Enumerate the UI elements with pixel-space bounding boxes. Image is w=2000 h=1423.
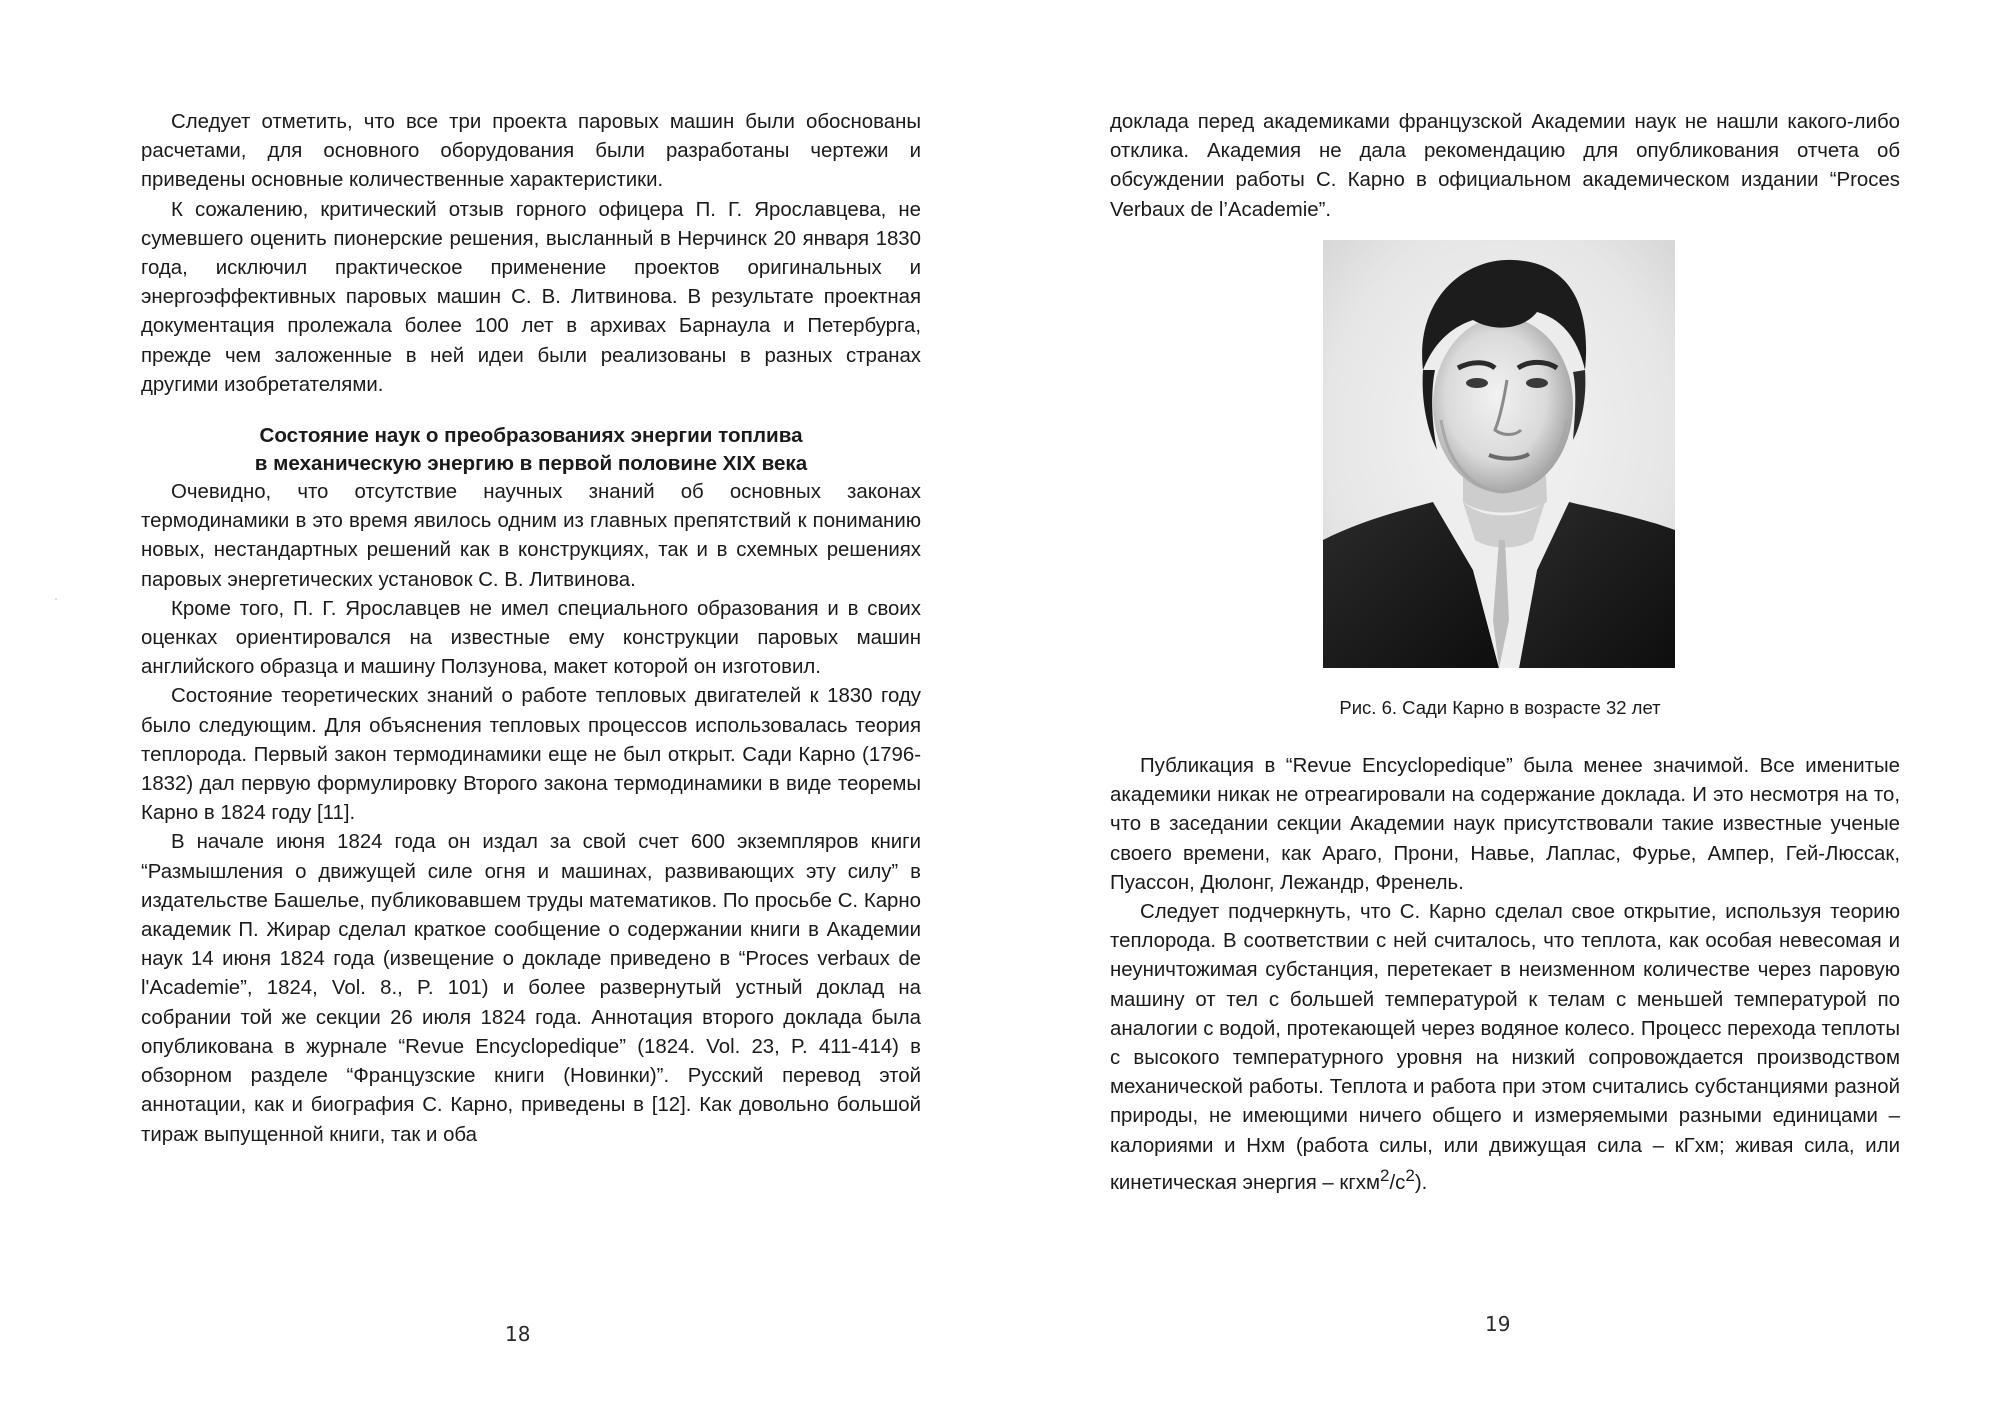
paragraph: Очевидно, что отсутствие научных знаний об основных законах термодинамики в это время явилось одним из главных препятствий к пониманию новых, нестандартных решений как в конструкциях, так и в схемных решениях паровых энергетических установок С. В. Литвинова. [141,481,921,591]
section-heading-line-2: в механическую энергию в первой половине XIX века [254,452,808,476]
paragraph-text: Следует подчеркнуть, что С. Карно сделал свое открытие, используя теорию теплорода. В соответствии с ней считалось, что теплота, как особая невесомая и неуничтожимая субстанция, перетекает в неизменном количестве через паровую машину от тел с большей температурой к телам с меньшей температурой по аналогии с водой, протекающей через водяное колесо. Процесс перехода теплоты с высокого температурного уровня на низкий сопровождается производством механической работы. Теплота и работа при этом считались субстанциями разной природы, не имеющими ничего общего и измеряемыми разными единицами – калориями и Нхм (работа силы, или движущая сила – кГхм; живая сила, или кинетическая энергия – кгхм [1110,901,1900,1194]
scan-speck [55,598,57,600]
unit-superscript: 2 [1380,1165,1390,1185]
portrait-figure [1323,240,1675,668]
left-text-block [141,108,921,1150]
right-text-top [1110,108,1900,225]
right-page [1000,0,2000,1423]
section-heading [141,422,921,478]
paragraph: Публикация в “Revue Encyclopedique” была менее значимой. Все именитые академики никак не отреагировали на содержание доклада. И это несмотря на то, что в заседании секции Академии наук присутствовали такие известные ученые своего времени, как Араго, Прони, Навье, Лаплас, Фурье, Ампер, Гей-Люссак, Пуассон, Дюлонг, Лежандр, Френель. [1110,755,1900,894]
paragraph: Следует отметить, что все три проекта паровых машин были обоснованы расчетами, для основного оборудования были разработаны чертежи и приведены основные количественные характеристики. [141,111,921,192]
page-number: 19 [1485,1312,1511,1336]
paragraph: Кроме того, П. Г. Ярославцев не имел специального образования и в своих оценках ориентировался на известные ему конструкции паровых машин английского образца и машину Ползунова, макет которой он изготовил. [141,597,921,679]
unit-tail: /с [1389,1171,1406,1194]
unit-end: ). [1414,1171,1428,1194]
paragraph [1110,898,1900,1198]
portrait-image [1323,240,1675,668]
section-heading-line-1: Состояние наук о преобразованиях энергии топлива [259,424,803,448]
right-text-bottom [1110,752,1900,1198]
paragraph: доклада перед академиками французской Академии наук не нашли какого-либо отклика. Академия не дала рекомендацию для опубликования отчета об обсуждении работы С. Карно в официальном академическом издании “Proces Verbaux de l’Academie”. [1110,111,1900,221]
page-number: 18 [505,1322,531,1346]
paragraph: Состояние теоретических знаний о работе тепловых двигателей к 1830 году было следующим. Для объяснения тепловых процессов использовалась теория теплорода. Первый закон термодинамики еще не был открыт. Сади Карно (1796-1832) дал первую формулировку Второго закона термодинамики в виде теоремы Карно в 1824 году [11]. [141,685,921,825]
paragraph: К сожалению, критический отзыв горного офицера П. Г. Ярославцева, не сумевшего оценить пионерские решения, высланный в Нерчинск 20 января 1830 года, исключил практическое применение проектов оригинальных и энергоэффективных паровых машин С. В. Литвинова. В результате проектная документация пролежала более 100 лет в архивах Барнаула и Петербурга, прежде чем заложенные в ней идеи были реализованы в разных странах другими изобретателями. [141,198,921,396]
figure-caption: Рис. 6. Сади Карно в возрасте 32 лет [1339,697,1661,718]
paragraph: В начале июня 1824 года он издал за свой счет 600 экземпляров книги “Размышления о движущей силе огня и машинах, развивающих эту силу” в издательстве Башелье, публиковавшем труды математиков. По просьбе С. Карно академик П. Жирар сделал краткое сообщение о содержании книги в Академии наук 14 июня 1824 года (извещение о докладе приведено в “Proces verbaux de l'Academie”, 1824, Vol. 8., P. 101) и более развернутый устный доклад на собрании той же секции 26 июля 1824 года. Аннотация второго доклада была опубликована в журнале “Revue Encyclopedique” (1824. Vol. 23, P. 411-414) в обзорном разделе “Французские книги (Новинки)”. Русский перевод этой аннотации, как и биография С. Карно, приведены в [12]. Как довольно большой тираж выпущенной книги, так и оба [141,831,921,1146]
unit-superscript-2: 2 [1405,1165,1415,1185]
